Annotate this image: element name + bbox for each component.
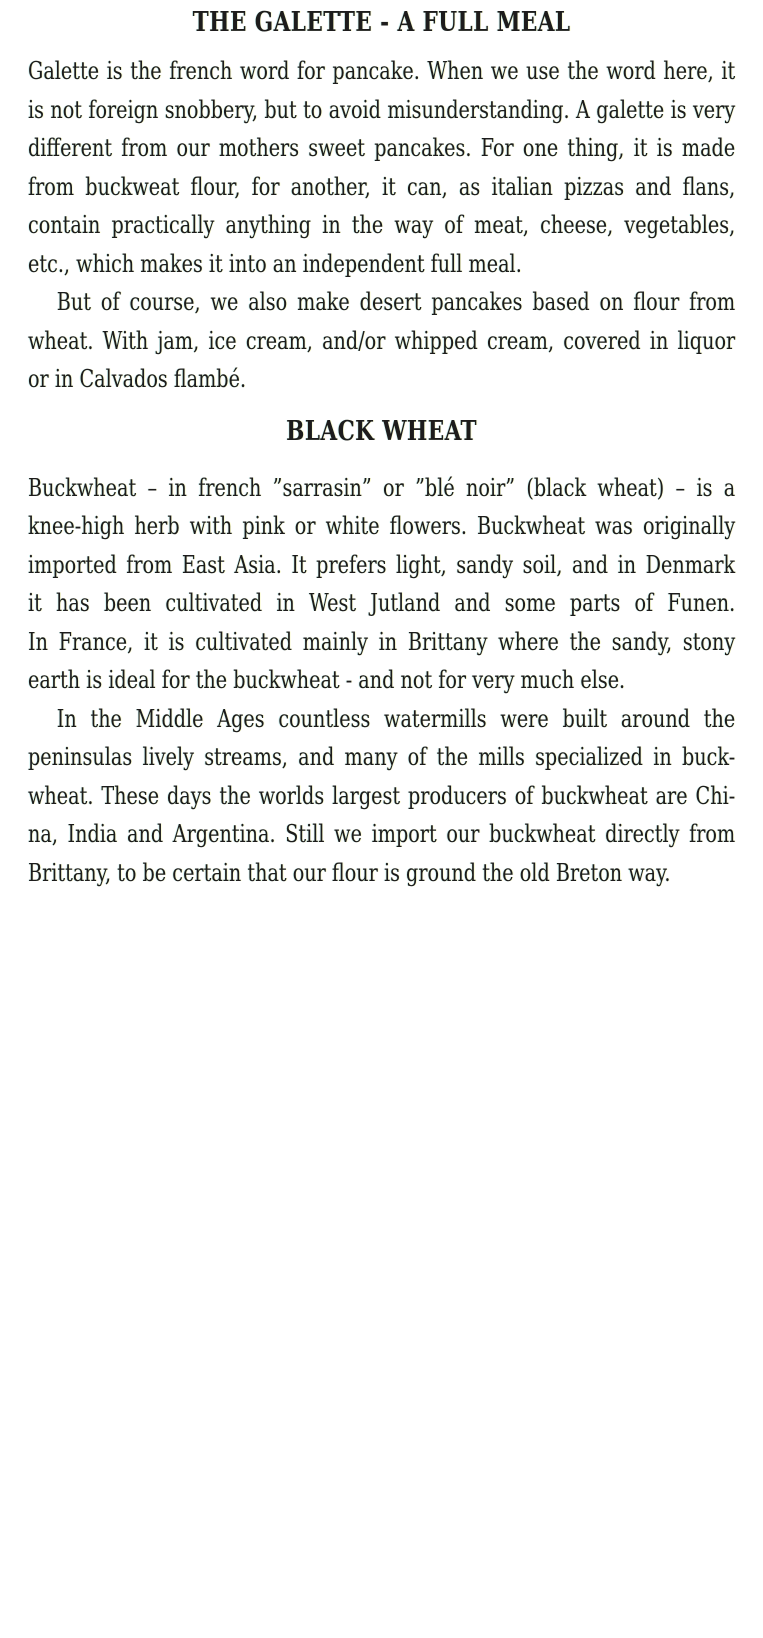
section-heading: THE GALETTE - A FULL MEAL bbox=[192, 7, 571, 38]
paragraph bbox=[28, 52, 735, 283]
text-line: peninsulas lively streams, and many of the mills specialized in buck- bbox=[28, 743, 736, 771]
text-line: different from our mothers sweet pancakes. For one thing, it is made bbox=[28, 134, 736, 162]
text-line: from buckweat flour, for another, it can, as italian pizzas and flans, bbox=[28, 172, 736, 201]
text-line: knee-high herb with pink or white flowers. Buckwheat was originally bbox=[28, 512, 736, 540]
text-line: In the Middle Ages countless watermills were built around the bbox=[56, 704, 736, 733]
text-line: In France, it is cultivated mainly in Brittany where the sandy, stony bbox=[28, 627, 736, 656]
text-line: contain practically anything in the way of meat, cheese, vegetables, bbox=[28, 211, 736, 239]
text-line: etc., which makes it into an independent full meal. bbox=[28, 249, 522, 278]
text-line: Galette is the french word for pancake. When we use the word here, it bbox=[28, 57, 736, 85]
text-line: But of course, we also make desert pancakes based on flour from bbox=[56, 288, 736, 316]
text-line: wheat. These days the worlds largest producers of buckwheat are Chi- bbox=[28, 781, 736, 810]
text-line: imported from East Asia. It prefers light, sandy soil, and in Denmark bbox=[28, 550, 736, 579]
text-line: wheat. With jam, ice cream, and/or whipped cream, covered in liquor bbox=[28, 326, 736, 355]
section-heading: BLACK WHEAT bbox=[286, 415, 478, 447]
text-line: it has been cultivated in West Jutland and some parts of Funen. bbox=[28, 589, 736, 617]
text-line: earth is ideal for the buckwheat - and not for very much else. bbox=[28, 666, 626, 694]
document-content bbox=[28, 6, 735, 892]
text-line: na, India and Argentina. Still we import our buckwheat directly from bbox=[28, 820, 736, 848]
text-line: Brittany, to be certain that our flour is ground the old Breton way. bbox=[28, 858, 671, 887]
paragraph bbox=[28, 700, 735, 893]
paragraph bbox=[28, 283, 735, 399]
text-line: or in Calvados flambé. bbox=[28, 365, 247, 393]
text-line: is not foreign snobbery, but to avoid misunderstanding. A galette is very bbox=[28, 95, 736, 124]
menu-section bbox=[28, 6, 735, 399]
text-line: Buckwheat – in french ”sarrasin” or ”blé noir” (black wheat) – is a bbox=[28, 473, 736, 502]
paragraph bbox=[28, 469, 735, 700]
menu-section bbox=[28, 415, 735, 893]
